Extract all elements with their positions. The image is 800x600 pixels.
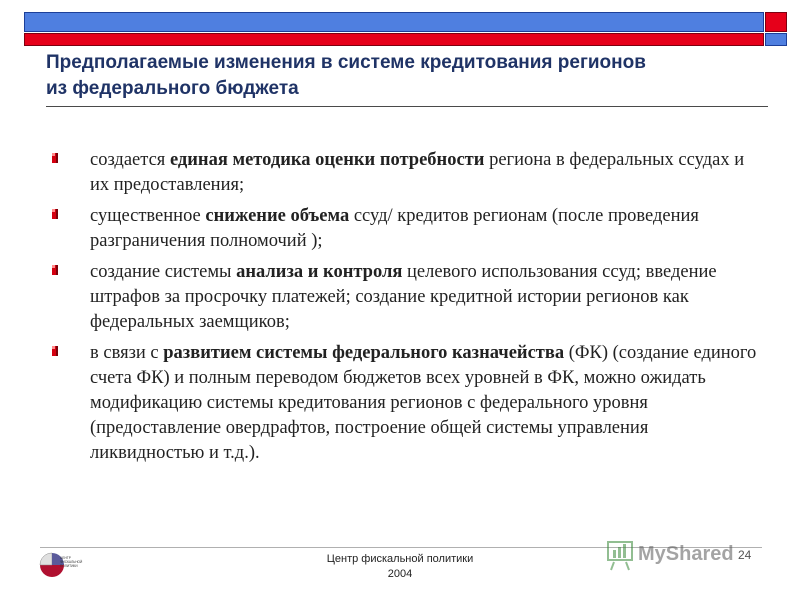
title-divider — [46, 106, 768, 107]
bullet-text: ссуд/ кредитов регионам (после проведения разграничения полномочий ); — [90, 206, 699, 251]
svg-text:ЦЕНТР: ЦЕНТР — [60, 556, 71, 560]
bullet-item — [52, 204, 762, 254]
bullet-text: существенное — [90, 206, 206, 226]
slide-title — [46, 50, 786, 102]
header-decoration-bar — [24, 12, 787, 48]
bullet-icon — [52, 209, 58, 219]
bullet-text: региона в федеральных ссудах и их предоставления; — [90, 150, 745, 195]
header-blue-stripe — [24, 12, 764, 32]
org-logo — [38, 550, 98, 580]
bullet-text: целевого использования ссуд; введение штрафов за просрочку платежей; создание кредитной истории регионов как федеральных заемщиков; — [90, 262, 717, 332]
bullet-text: создание системы — [90, 262, 237, 282]
slide-title-line1: Предполагаемые изменения в системе кредитования регионов — [46, 52, 646, 73]
bullet-text: создается — [90, 150, 170, 170]
slide-title-line2: из федерального бюджета — [46, 78, 299, 99]
bullet-emphasis: единая методика оценки потребности — [169, 150, 485, 170]
bullet-item — [52, 148, 762, 198]
page-number: 24 — [738, 548, 752, 562]
bullet-list — [52, 148, 762, 472]
svg-text:ПОЛИТИКИ: ПОЛИТИКИ — [60, 564, 78, 568]
bullet-item — [52, 341, 762, 466]
svg-text:ФИСКАЛЬНОЙ: ФИСКАЛЬНОЙ — [60, 560, 83, 564]
bullet-emphasis: развитием системы федерального казначейства — [163, 343, 565, 363]
footer-caption — [300, 552, 500, 582]
bullet-icon — [52, 265, 58, 275]
header-red-stripe — [24, 33, 764, 46]
header-red-square — [765, 12, 787, 32]
bullet-emphasis: снижение объема — [205, 206, 350, 226]
bullet-item — [52, 260, 762, 335]
bullet-text: в связи с — [90, 343, 164, 363]
bullet-emphasis: анализа и контроля — [236, 262, 403, 282]
bullet-text: (ФК) (создание единого счета ФК) и полным переводом бюджетов всех уровней в ФК, можно ожидать модификацию системы кредитования регионов с федерального уровня (предоставление овердрафтов, построение общей системы управления ликвидностью и т.д.). — [90, 343, 757, 463]
footer-org: Центр фискальной политики — [326, 553, 474, 565]
bullet-icon — [52, 153, 58, 163]
header-blue-square — [765, 33, 787, 46]
svg-text:MyShared: MyShared — [638, 543, 734, 565]
footer-year: 2004 — [387, 568, 413, 580]
bullet-icon — [52, 346, 58, 356]
